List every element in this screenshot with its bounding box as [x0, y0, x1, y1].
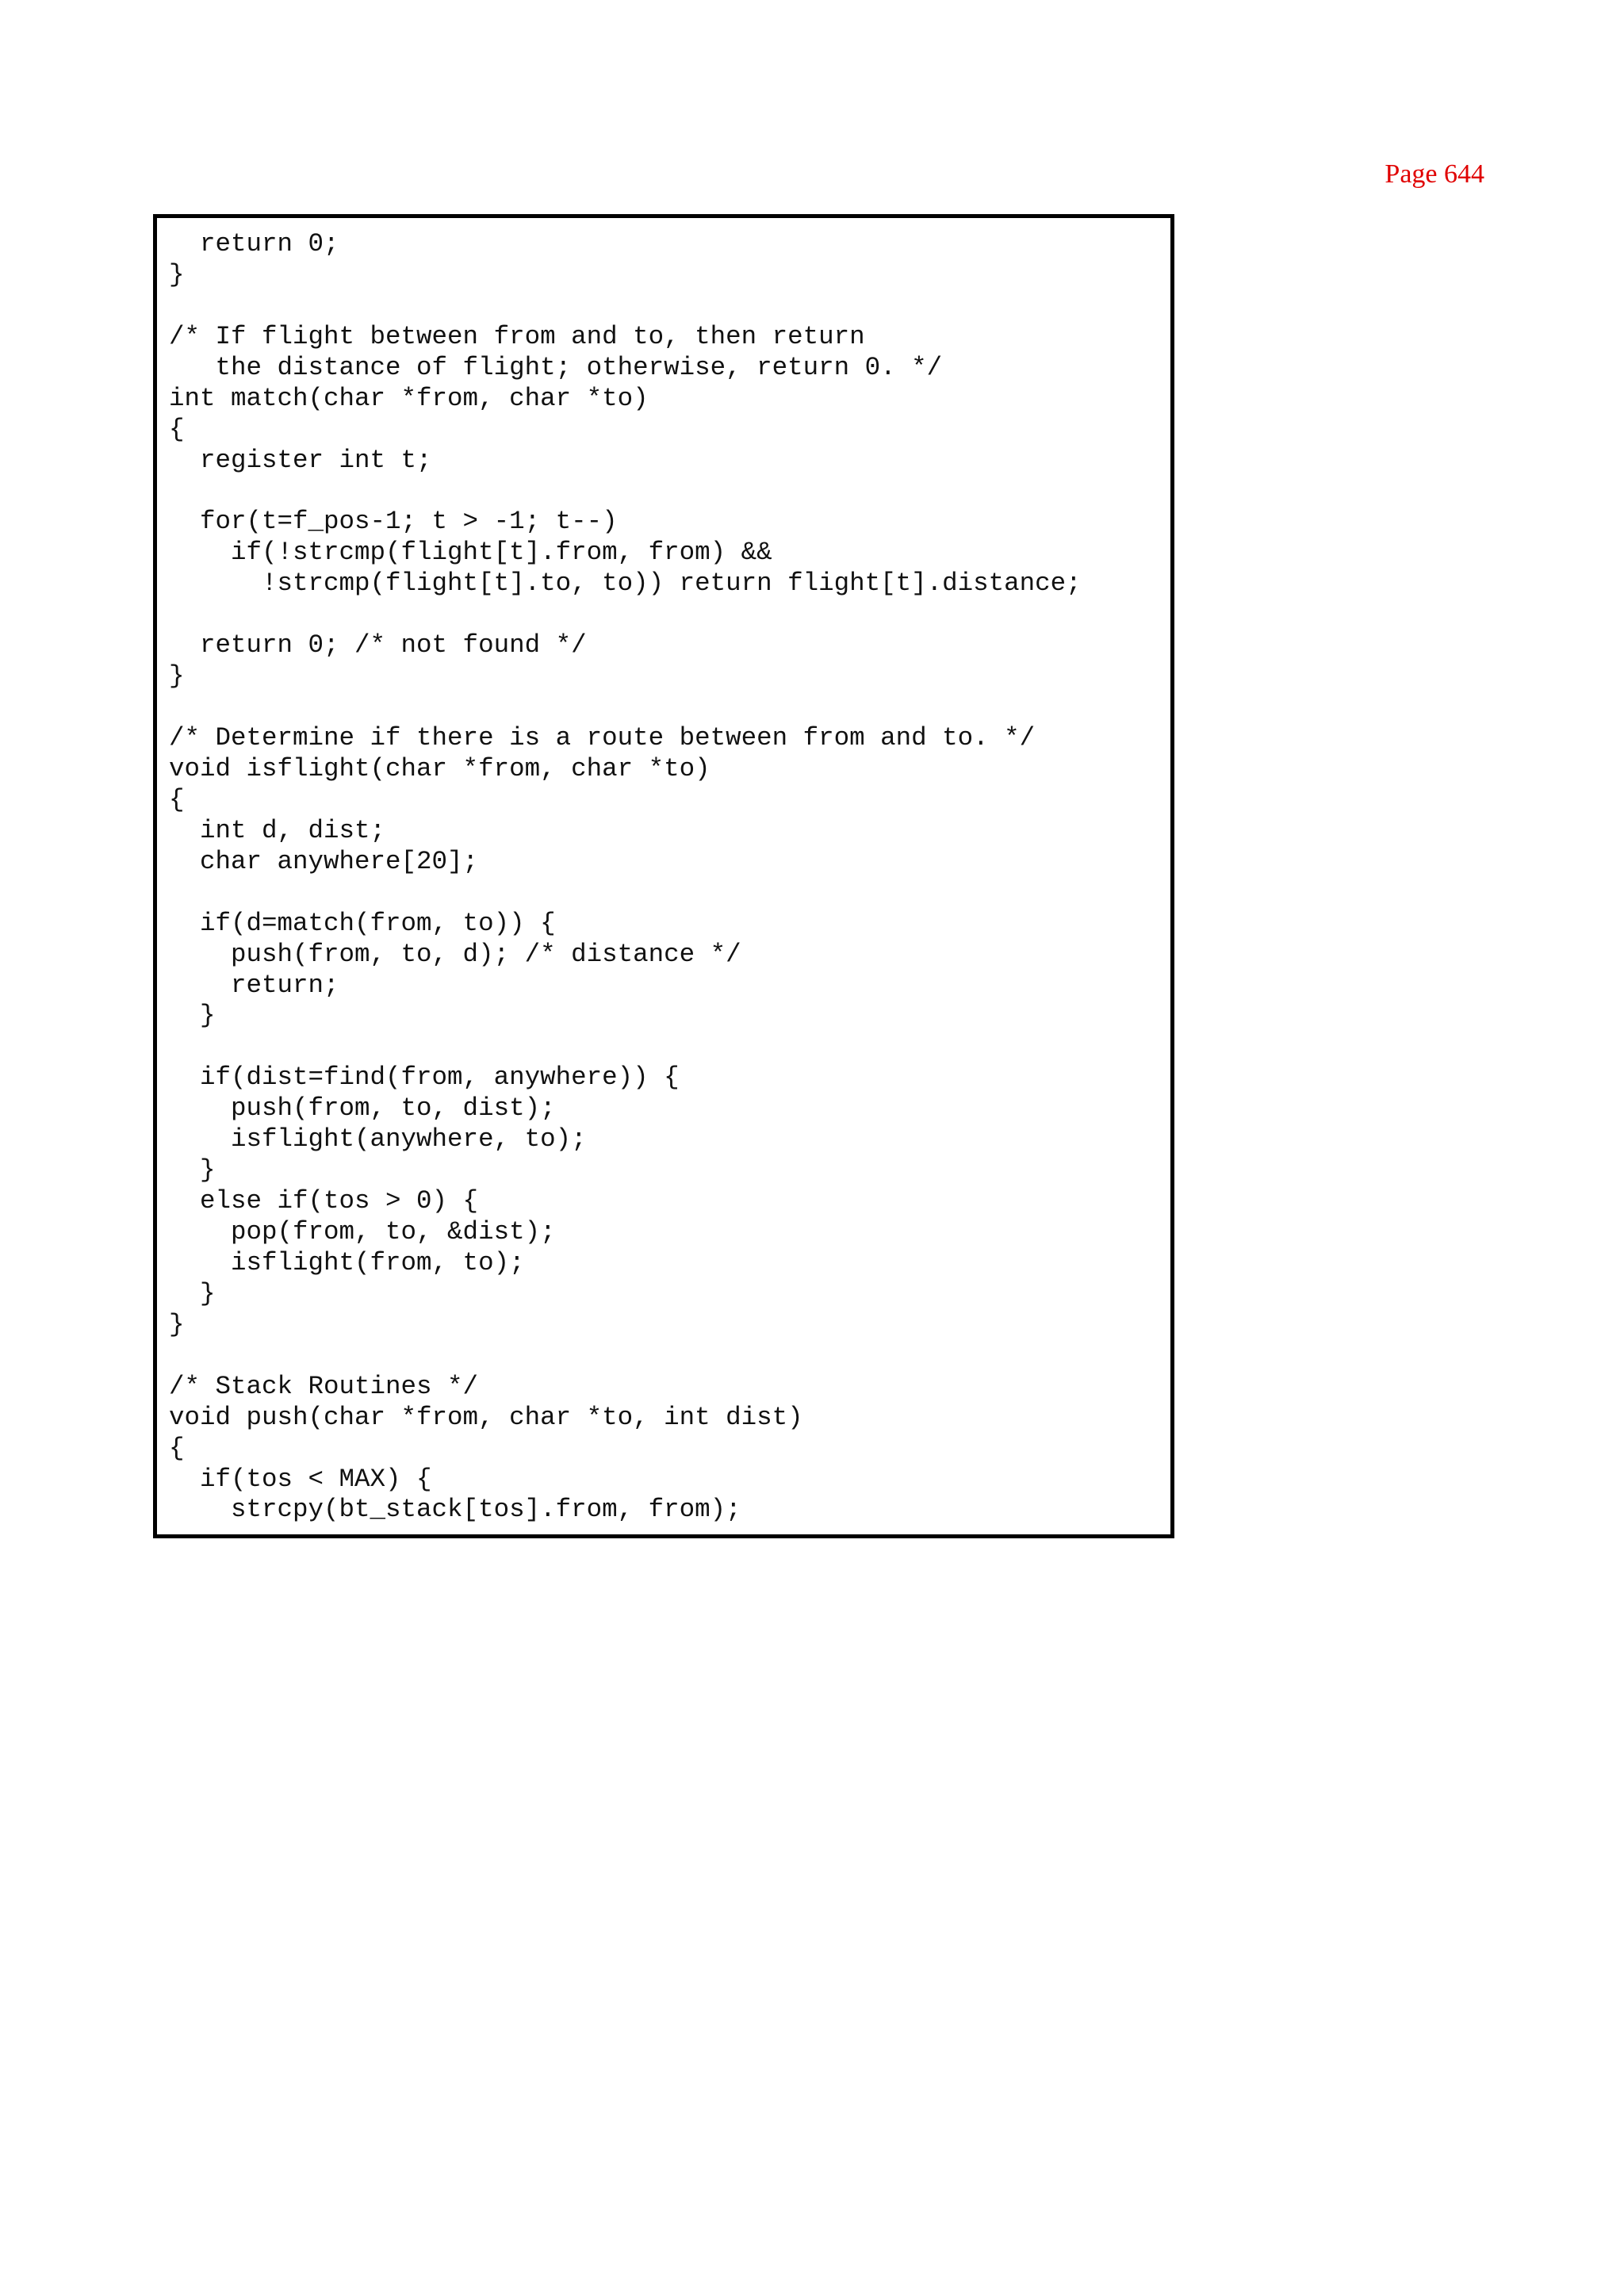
code-line: for(t=f_pos-1; t > -1; t--) — [169, 507, 618, 537]
code-line: /* Stack Routines */ — [169, 1371, 479, 1401]
code-line: } — [169, 1155, 216, 1185]
code-line: return 0; /* not found */ — [169, 630, 587, 661]
code-line: } — [169, 259, 185, 289]
code-line: push(from, to, d); /* distance */ — [169, 939, 741, 969]
code-line: push(from, to, dist); — [169, 1093, 556, 1124]
code-line — [169, 1341, 1162, 1372]
code-line: return 0; — [169, 229, 339, 259]
code-line: if(d=match(from, to)) { — [169, 908, 556, 938]
code-line — [169, 1032, 1162, 1063]
code-line: isflight(anywhere, to); — [169, 1124, 587, 1155]
code-line: void push(char *from, char *to, int dist) — [169, 1402, 803, 1432]
code-line: int match(char *from, char *to) — [169, 383, 649, 413]
code-line: the distance of flight; otherwise, return 0. */ — [169, 352, 943, 382]
code-line: /* If flight between from and to, then return — [169, 321, 865, 351]
code-line — [169, 291, 1162, 322]
code-listing-box — [153, 214, 1174, 1538]
code-line — [169, 692, 1162, 723]
code-line: char anywhere[20]; — [169, 846, 479, 876]
code-line: { — [169, 1433, 185, 1463]
code-line — [169, 599, 1162, 630]
code-line: void isflight(char *from, char *to) — [169, 753, 710, 783]
code-line: } — [169, 1278, 216, 1308]
code-line: !strcmp(flight[t].to, to)) return flight[t].distance; — [169, 569, 1082, 599]
code-line: else if(tos > 0) { — [169, 1186, 479, 1216]
code-listing — [169, 229, 1162, 1526]
code-line: if(dist=find(from, anywhere)) { — [169, 1063, 680, 1093]
code-line: } — [169, 1309, 185, 1339]
code-line: strcpy(bt_stack[tos].from, from); — [169, 1495, 741, 1525]
code-line: return; — [169, 970, 339, 1000]
page-number: Page 644 — [1385, 159, 1484, 189]
code-line: register int t; — [169, 445, 432, 475]
code-line: pop(from, to, &dist); — [169, 1217, 556, 1247]
code-line: /* Determine if there is a route between from and to. */ — [169, 723, 1036, 753]
code-line: { — [169, 414, 185, 444]
code-line — [169, 878, 1162, 909]
code-line: int d, dist; — [169, 815, 386, 845]
code-line: if(!strcmp(flight[t].from, from) && — [169, 538, 772, 568]
code-line: { — [169, 784, 185, 814]
code-line: } — [169, 1001, 216, 1031]
code-line: isflight(from, to); — [169, 1247, 525, 1277]
code-line — [169, 477, 1162, 507]
code-line: if(tos < MAX) { — [169, 1464, 432, 1494]
code-line: } — [169, 661, 185, 691]
